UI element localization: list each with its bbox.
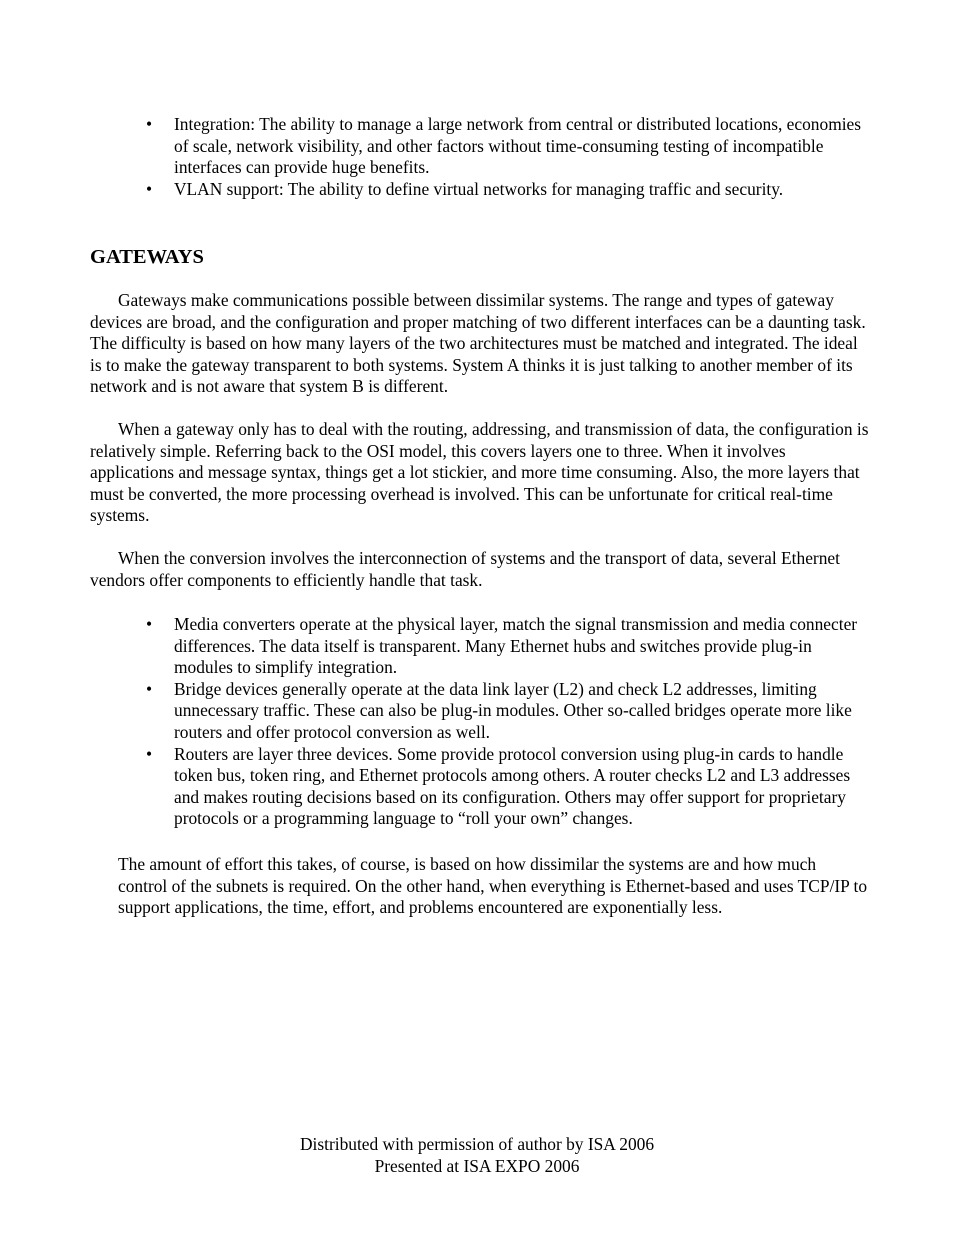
list-item (146, 178, 874, 201)
paragraph: When the conversion involves the interconnection of systems and the transport of data, several Ethernet vendors offer components to efficiently handle that task. (90, 548, 840, 590)
bullet-text: Bridge devices generally operate at the data link layer (L2) and check L2 addresses, limiting unnecessary traffic. These can also be plug-in modules. Other so-called bridges operate more like routers and offer protocol conversion as well. (174, 678, 852, 742)
bullet-icon: • (146, 114, 153, 134)
page-footer (0, 1134, 954, 1177)
gateway-bullet-list (146, 614, 874, 830)
bullet-text: Media converters operate at the physical layer, match the signal transmission and media connecter differences. The data itself is transparent. Many Ethernet hubs and switches provide plug-in modules to simplify integration. (174, 614, 858, 678)
paragraph: When a gateway only has to deal with the routing, addressing, and transmission of data, the configuration is relatively simple. Referring back to the OSI model, this covers layers one to three. When it involves applications and message syntax, things get a lot stickier, and more time consuming. Also, the more layers that must be converted, the more processing overhead is involved. This can be unfortunate for critical real-time systems. (90, 419, 869, 526)
paragraph: Gateways make communications possible between dissimilar systems. The range and types of gateway devices are broad, and the configuration and proper matching of two different interfaces can be a daunting task. The difficulty is based on how many layers of the two architectures must be matched and integrated. The ideal is to make the gateway transparent to both systems. System A thinks it is just talking to another member of its network and is not aware that system B is different. (90, 290, 866, 397)
footer-line-presented: Presented at ISA EXPO 2006 (374, 1155, 580, 1176)
bullet-icon: • (146, 743, 153, 764)
bullet-text: Routers are layer three devices. Some provide protocol conversion using plug-in cards to handle token bus, token ring, and Ethernet protocols among others. A router checks L2 and L3 addresses and makes routing decisions based on its configuration. Others may offer support for proprietary protocols or a programming language to “roll your own” changes. (174, 743, 851, 829)
list-item (146, 678, 874, 744)
list-item (146, 114, 874, 179)
top-bullet-list (146, 114, 874, 200)
section-heading: GATEWAYS (90, 246, 204, 268)
bullet-text: VLAN support: The ability to define virtual networks for managing traffic and security. (174, 178, 784, 199)
closing-paragraph: The amount of effort this takes, of course, is based on how dissimilar the systems are and how much control of the subnets is required. On the other hand, when everything is Ethernet-based and uses TCP/IP to support applications, the time, effort, and problems encountered are exponentially less. (118, 854, 868, 918)
list-item (146, 743, 874, 830)
bullet-icon: • (146, 614, 153, 634)
bullet-icon: • (146, 678, 153, 699)
list-item (146, 614, 874, 679)
bullet-icon: • (146, 178, 153, 199)
footer-line-distribution: Distributed with permission of author by ISA 2006 (299, 1134, 655, 1154)
bullet-text: Integration: The ability to manage a large network from central or distributed locations, economies of scale, network visibility, and other factors without time-consuming testing of incompatible interfaces can provide huge benefits. (174, 114, 862, 178)
